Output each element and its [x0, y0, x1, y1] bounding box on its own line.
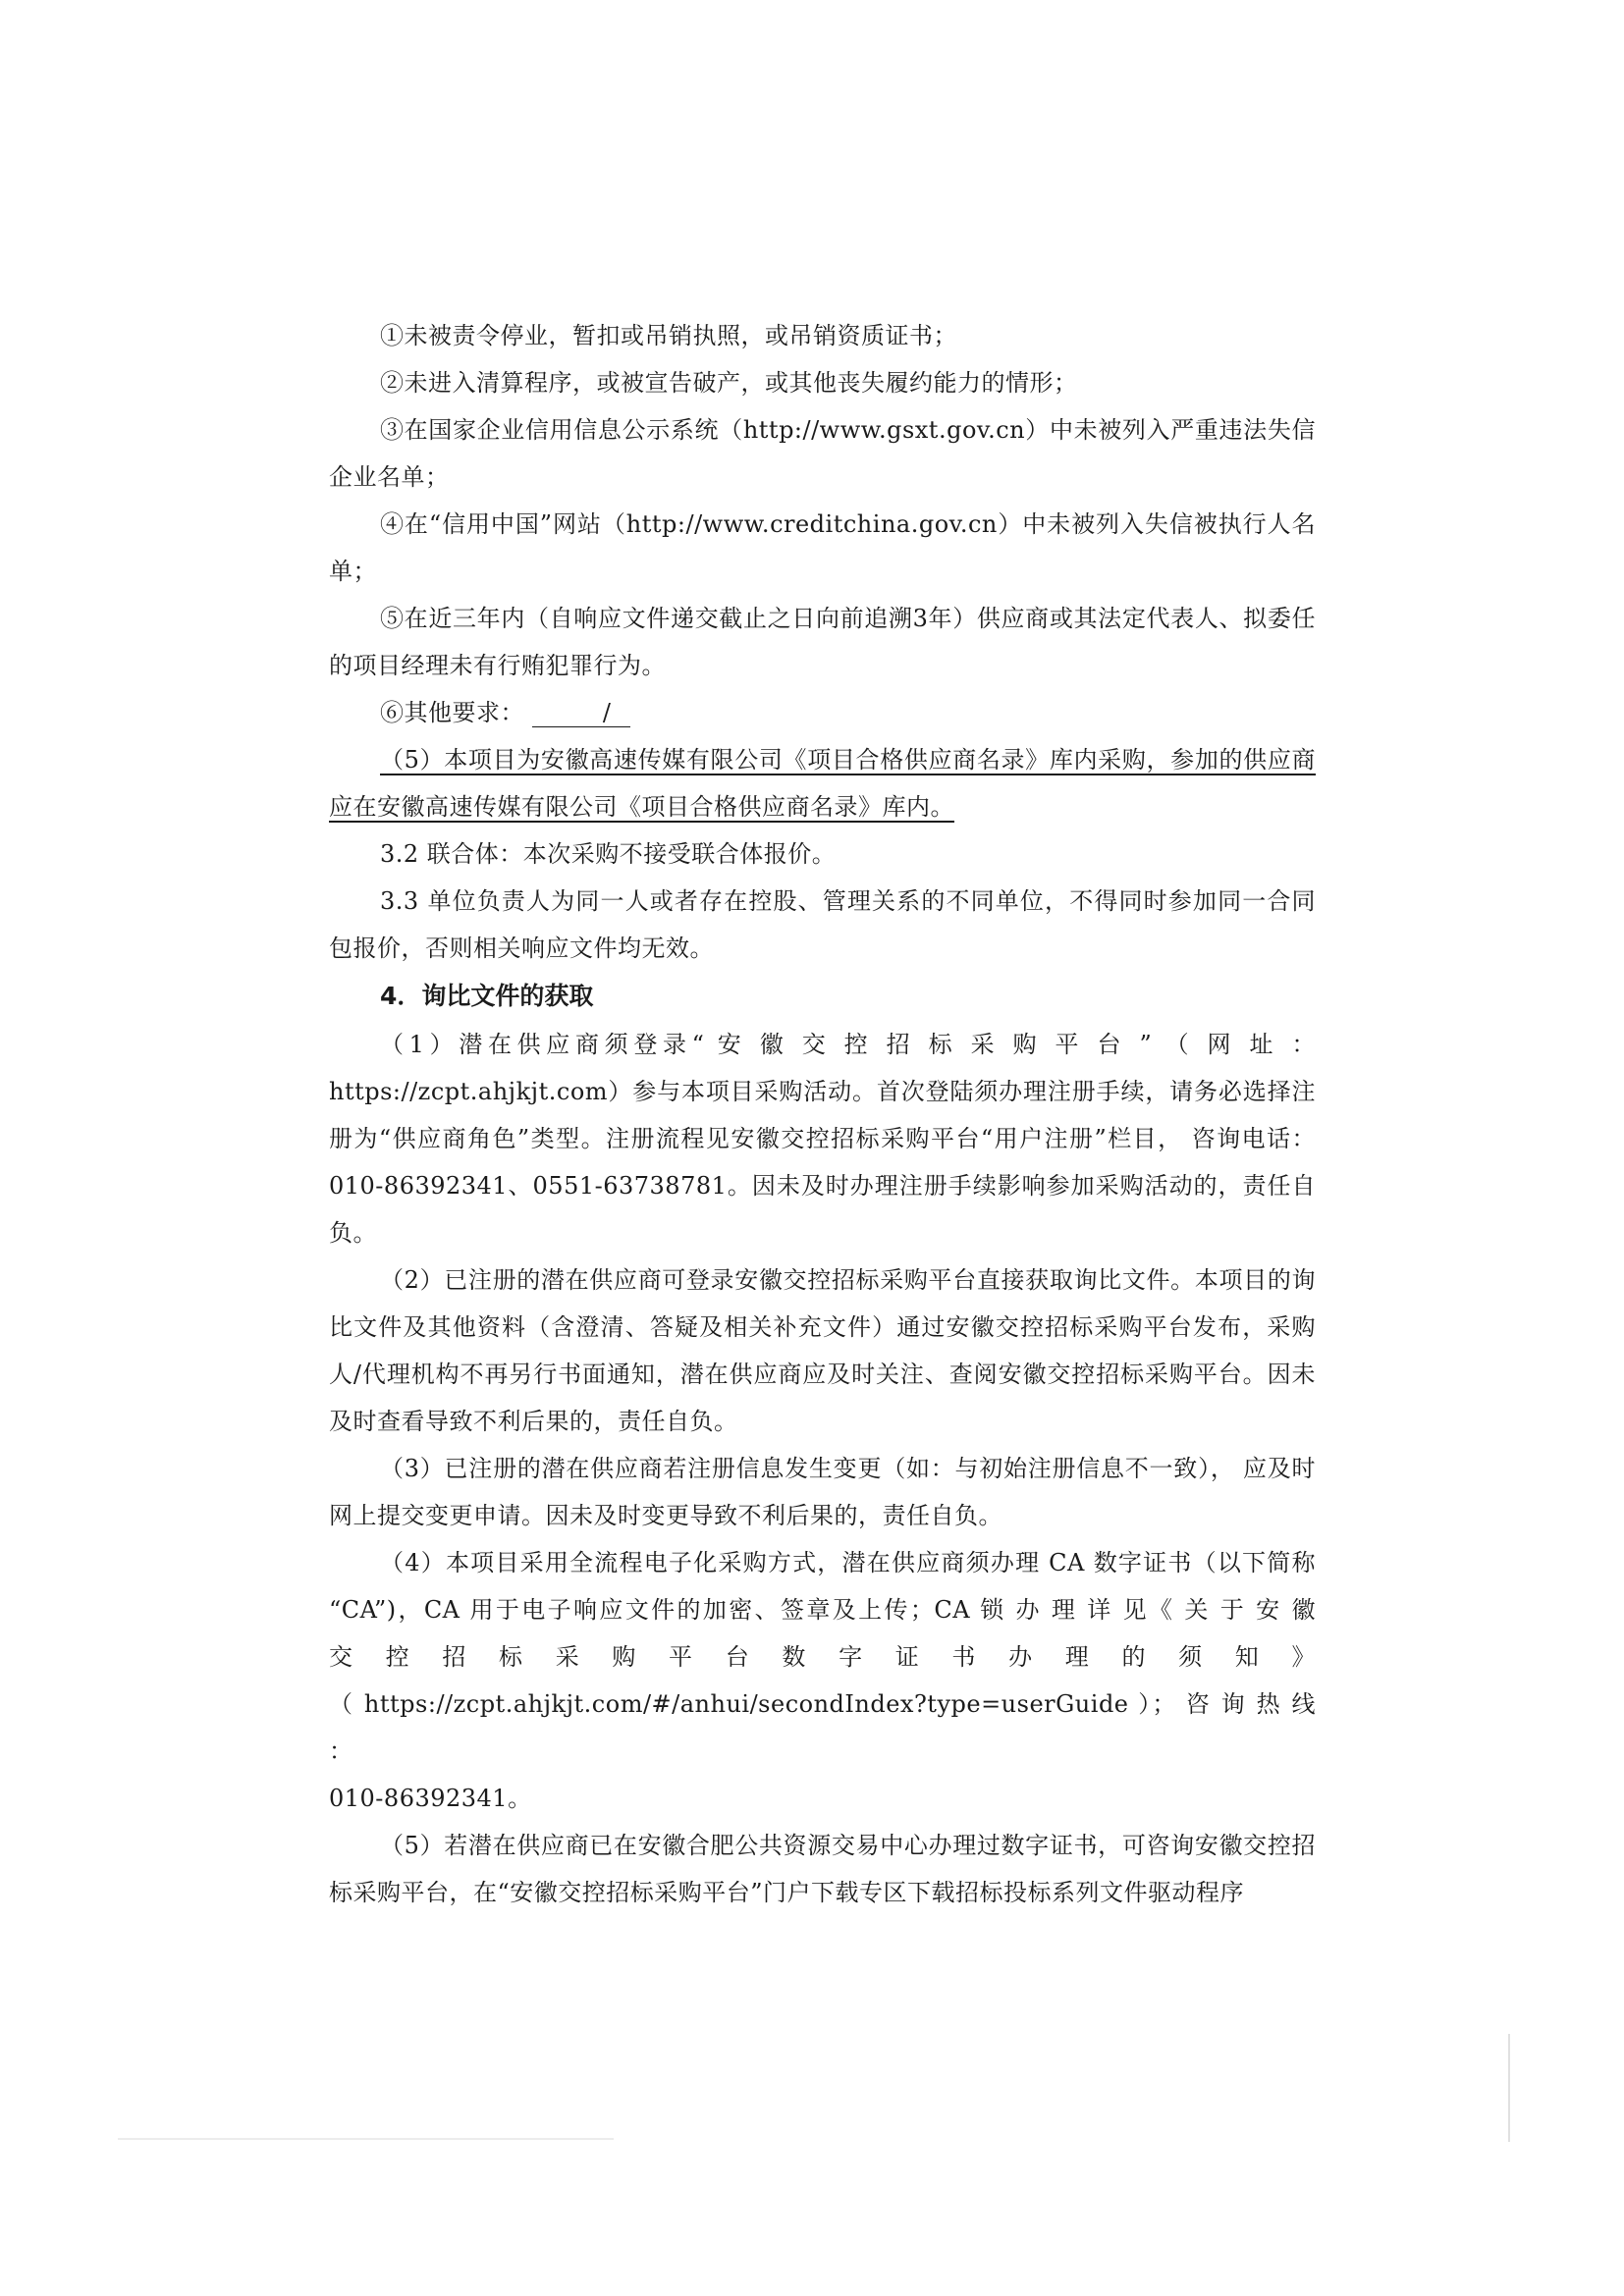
- paragraph-3: （3）已注册的潜在供应商若注册信息发生变更（如：与初始注册信息不一致）， 应及时网上提交变更申请。因未及时变更导致不利后果的，责任自负。: [329, 1455, 1316, 1529]
- condition-item-2: ②未进入清算程序，或被宣告破产，或其他丧失履约能力的情形；: [380, 369, 1078, 397]
- section-4-heading: 4．询比文件的获取: [380, 982, 594, 1010]
- paragraph-4-line-3: 交 控 招 标 采 购 平 台 数 字 证 书 办 理 的 须 知 》: [329, 1643, 1316, 1671]
- section-3-3: 3.3 单位负责人为同一人或者存在控股、管理关系的不同单位，不得同时参加同一合同包报价，否则相关响应文件均无效。: [329, 887, 1316, 962]
- condition-item-6: [329, 689, 1316, 736]
- condition-item-3: ③在国家企业信用信息公示系统（http://www.gsxt.gov.cn）中未被列入严重违法失信企业名单；: [329, 416, 1316, 491]
- paragraph-4-line-5: 010-86392341。: [329, 1785, 532, 1812]
- paragraph-4-line-2: “CA”)，CA 用于电子响应文件的加密、签章及上传；CA 锁 办 理 详 见《 关 于 安 徽: [329, 1596, 1316, 1624]
- paragraph-2: （2）已注册的潜在供应商可登录安徽交控招标采购平台直接获取询比文件。本项目的询比文件及其他资料（含澄清、答疑及相关补充文件）通过安徽交控招标采购平台发布，采购人/代理机构不再另行书面通知，潜在供应商应及时关注、查阅安徽交控招标采购平台。因未及时查看导致不利后果的，责任自负。: [329, 1266, 1316, 1435]
- paragraph-4-line-1: （4）本项目采用全流程电子化采购方式，潜在供应商须办理 CA 数字证书（以下简称: [380, 1549, 1316, 1576]
- paragraph-5: （5）若潜在供应商已在安徽合肥公共资源交易中心办理过数字证书，可咨询安徽交控招标采购平台，在“安徽交控招标采购平台”门户下载专区下载招标投标系列文件驱动程序: [329, 1832, 1316, 1906]
- section-3-2: 3.2 联合体：本次采购不接受联合体报价。: [380, 840, 837, 868]
- condition-item-6-label: ⑥其他要求：: [380, 699, 524, 726]
- paragraph-1-line-1: （1）潜在供应商须登录“ 安 徽 交 控 招 标 采 购 平 台 ” （ 网 址 ：: [380, 1031, 1316, 1058]
- paragraph-1-rest: https://zcpt.ahjkjt.com）参与本项目采购活动。首次登陆须办理注册手续，请务必选择注册为“供应商角色”类型。注册流程见安徽交控招标采购平台“用户注册”栏目， 咨询电话：010-86392341、0551-63738781。因未及时办理注册手续影响参加采购活动的，责任自负。: [329, 1078, 1316, 1247]
- qualified-supplier-clause: （5）本项目为安徽高速传媒有限公司《项目合格供应商名录》库内采购，参加的供应商应在安徽高速传媒有限公司《项目合格供应商名录》库内。: [329, 746, 1316, 821]
- page-body: [329, 312, 1316, 1916]
- condition-item-5: ⑤在近三年内（自响应文件递交截止之日向前追溯3年）供应商或其法定代表人、拟委任的项目经理未有行贿犯罪行为。: [329, 605, 1316, 679]
- scan-edge-mark: [118, 2138, 614, 2140]
- scan-edge-mark: [1508, 2034, 1510, 2142]
- condition-item-4: ④在“信用中国”网站（http://www.creditchina.gov.cn）中未被列入失信被执行人名单；: [329, 510, 1316, 585]
- condition-item-6-value: /: [532, 699, 630, 727]
- paragraph-4-line-4: （ https://zcpt.ahjkjt.com/#/anhui/secondIndex?type=userGuide ）； 咨 询 热 线 ：: [329, 1690, 1316, 1765]
- condition-item-1: ①未被责令停业，暂扣或吊销执照，或吊销资质证书；: [380, 322, 957, 349]
